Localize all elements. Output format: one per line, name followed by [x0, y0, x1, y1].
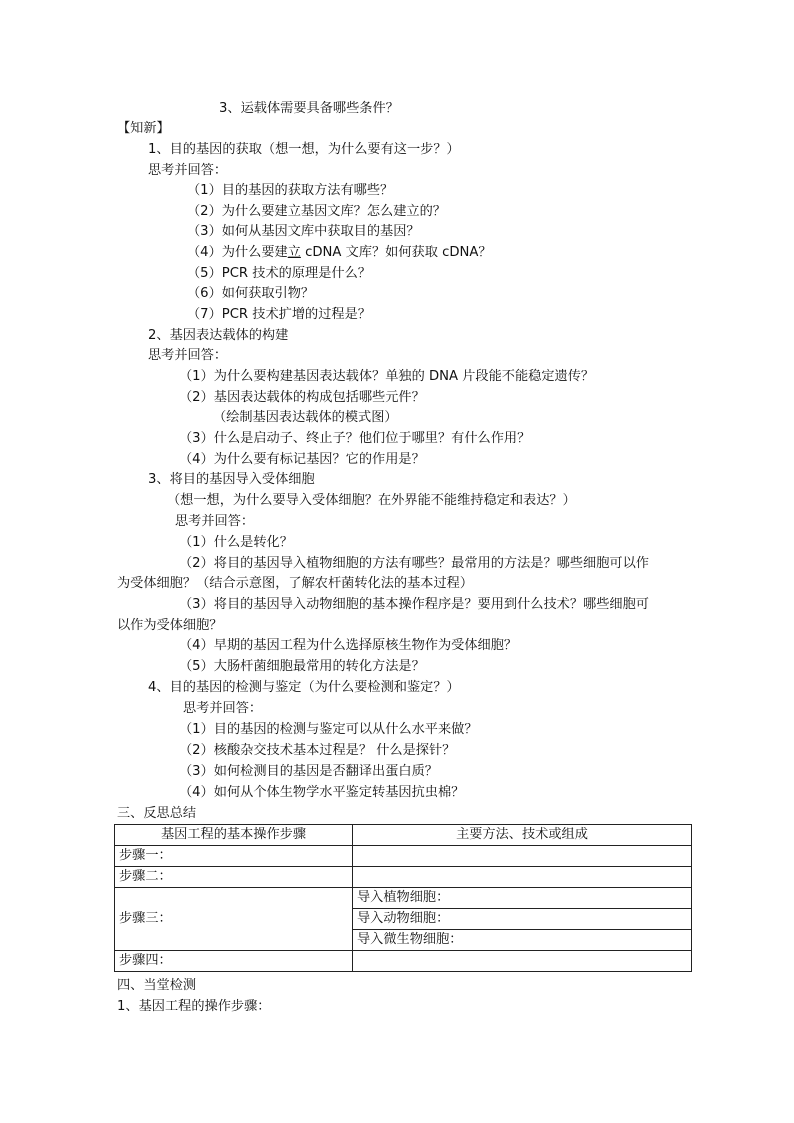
section2-question-4: （4）为什么要有标记基因？它的作用是？: [179, 452, 425, 467]
table-row: [115, 888, 692, 909]
section1-question-4-underlined: 立: [287, 245, 301, 260]
section3-prompt: 思考并回答：: [175, 514, 255, 529]
step3-plant-cell[interactable]: 导入植物细胞：: [353, 888, 692, 909]
section1-prompt: 思考并回答：: [148, 163, 228, 178]
section3-question-1: （1）什么是转化？: [179, 535, 293, 550]
test-question-1: 1、基因工程的操作步骤：: [117, 999, 271, 1014]
step1-label: 步骤一：: [115, 846, 353, 867]
section2-question-2-note: （绘制基因表达载体的模式图）: [213, 410, 398, 425]
table-col2-header: 主要方法、技术或组成: [353, 825, 692, 846]
section2-prompt: 思考并回答：: [148, 348, 228, 363]
section3-title: 3、将目的基因导入受体细胞: [148, 472, 315, 487]
step3-animal-cell[interactable]: 导入动物细胞：: [353, 909, 692, 930]
section1-question-1: （1）目的基因的获取方法有哪些？: [187, 183, 394, 198]
section1-question-4: [187, 245, 492, 261]
section3-question-3: （3）将目的基因导入动物细胞的基本操作程序是？要用到什么技术？哪些细胞可: [179, 597, 649, 612]
section3-question-4: （4）早期的基因工程为什么选择原核生物作为受体细胞？: [179, 638, 518, 653]
reflection-header: 三、反思总结: [117, 806, 197, 821]
section1-title: 1、目的基因的获取（想一想，为什么要有这一步？）: [148, 142, 460, 157]
step3-label: 步骤三：: [115, 888, 353, 951]
section4-title: 4、目的基因的检测与鉴定（为什么要检测和鉴定？）: [148, 680, 460, 695]
table-row: [115, 846, 692, 867]
section2-title: 2、基因表达载体的构建: [148, 328, 289, 343]
section2-question-3: （3）什么是启动子、终止子？他们位于哪里？有什么作用？: [179, 431, 531, 446]
section2-question-1: （1）为什么要构建基因表达载体？单独的 DNA 片段能不能稳定遗传？: [179, 369, 595, 384]
section1-question-4-post: cDNA 文库？如何获取 cDNA？: [300, 245, 492, 260]
section4-question-4: （4）如何从个体生物学水平鉴定转基因抗虫棉？: [179, 785, 465, 800]
table-row: [115, 951, 692, 972]
step4-label: 步骤四：: [115, 951, 353, 972]
section4-question-3: （3）如何检测目的基因是否翻译出蛋白质？: [179, 764, 438, 779]
new-knowledge-header: 【知新】: [117, 121, 170, 136]
section4-question-2: （2）核酸杂交技术基本过程是？ 什么是探针？: [179, 743, 456, 758]
section3-question-2-cont: 为受体细胞？（结合示意图，了解农杆菌转化法的基本过程）: [117, 576, 474, 591]
section1-question-2: （2）为什么要建立基因文库？怎么建立的？: [187, 204, 446, 219]
table-row: [115, 867, 692, 888]
step4-answer-cell[interactable]: [353, 951, 692, 972]
step3-microbe-cell[interactable]: 导入微生物细胞：: [353, 930, 692, 951]
section1-question-3: （3）如何从基因文库中获取目的基因？: [187, 224, 420, 239]
section1-question-6: （6）如何获取引物？: [187, 286, 315, 301]
section3-question-5: （5）大肠杆菌细胞最常用的转化方法是？: [179, 659, 425, 674]
section3-question-2: （2）将目的基因导入植物细胞的方法有哪些？最常用的方法是？哪些细胞可以作: [179, 556, 649, 571]
section1-question-5: （5）PCR 技术的原理是什么？: [187, 266, 371, 281]
step2-label: 步骤二：: [115, 867, 353, 888]
table-header-row: [115, 825, 692, 846]
section4-question-1: （1）目的基因的检测与鉴定可以从什么水平来做？: [179, 722, 478, 737]
section1-question-7: （7）PCR 技术扩增的过程是？: [187, 307, 371, 322]
intro-question: 3、运载体需要具备哪些条件？: [219, 101, 399, 116]
test-header: 四、当堂检测: [117, 978, 197, 993]
summary-table: [114, 824, 692, 972]
section4-prompt: 思考并回答：: [183, 701, 263, 716]
section3-subtitle: （想一想，为什么要导入受体细胞？在外界能不能维持稳定和表达？）: [167, 493, 576, 508]
step1-answer-cell[interactable]: [353, 846, 692, 867]
step2-answer-cell[interactable]: [353, 867, 692, 888]
section1-question-4-pre: （4）为什么要建: [187, 245, 288, 260]
table-col1-header: 基因工程的基本操作步骤: [115, 825, 353, 846]
section2-question-2: （2）基因表达载体的构成包括哪些元件？: [179, 390, 425, 405]
section3-question-3-cont: 以作为受体细胞？: [117, 618, 223, 633]
